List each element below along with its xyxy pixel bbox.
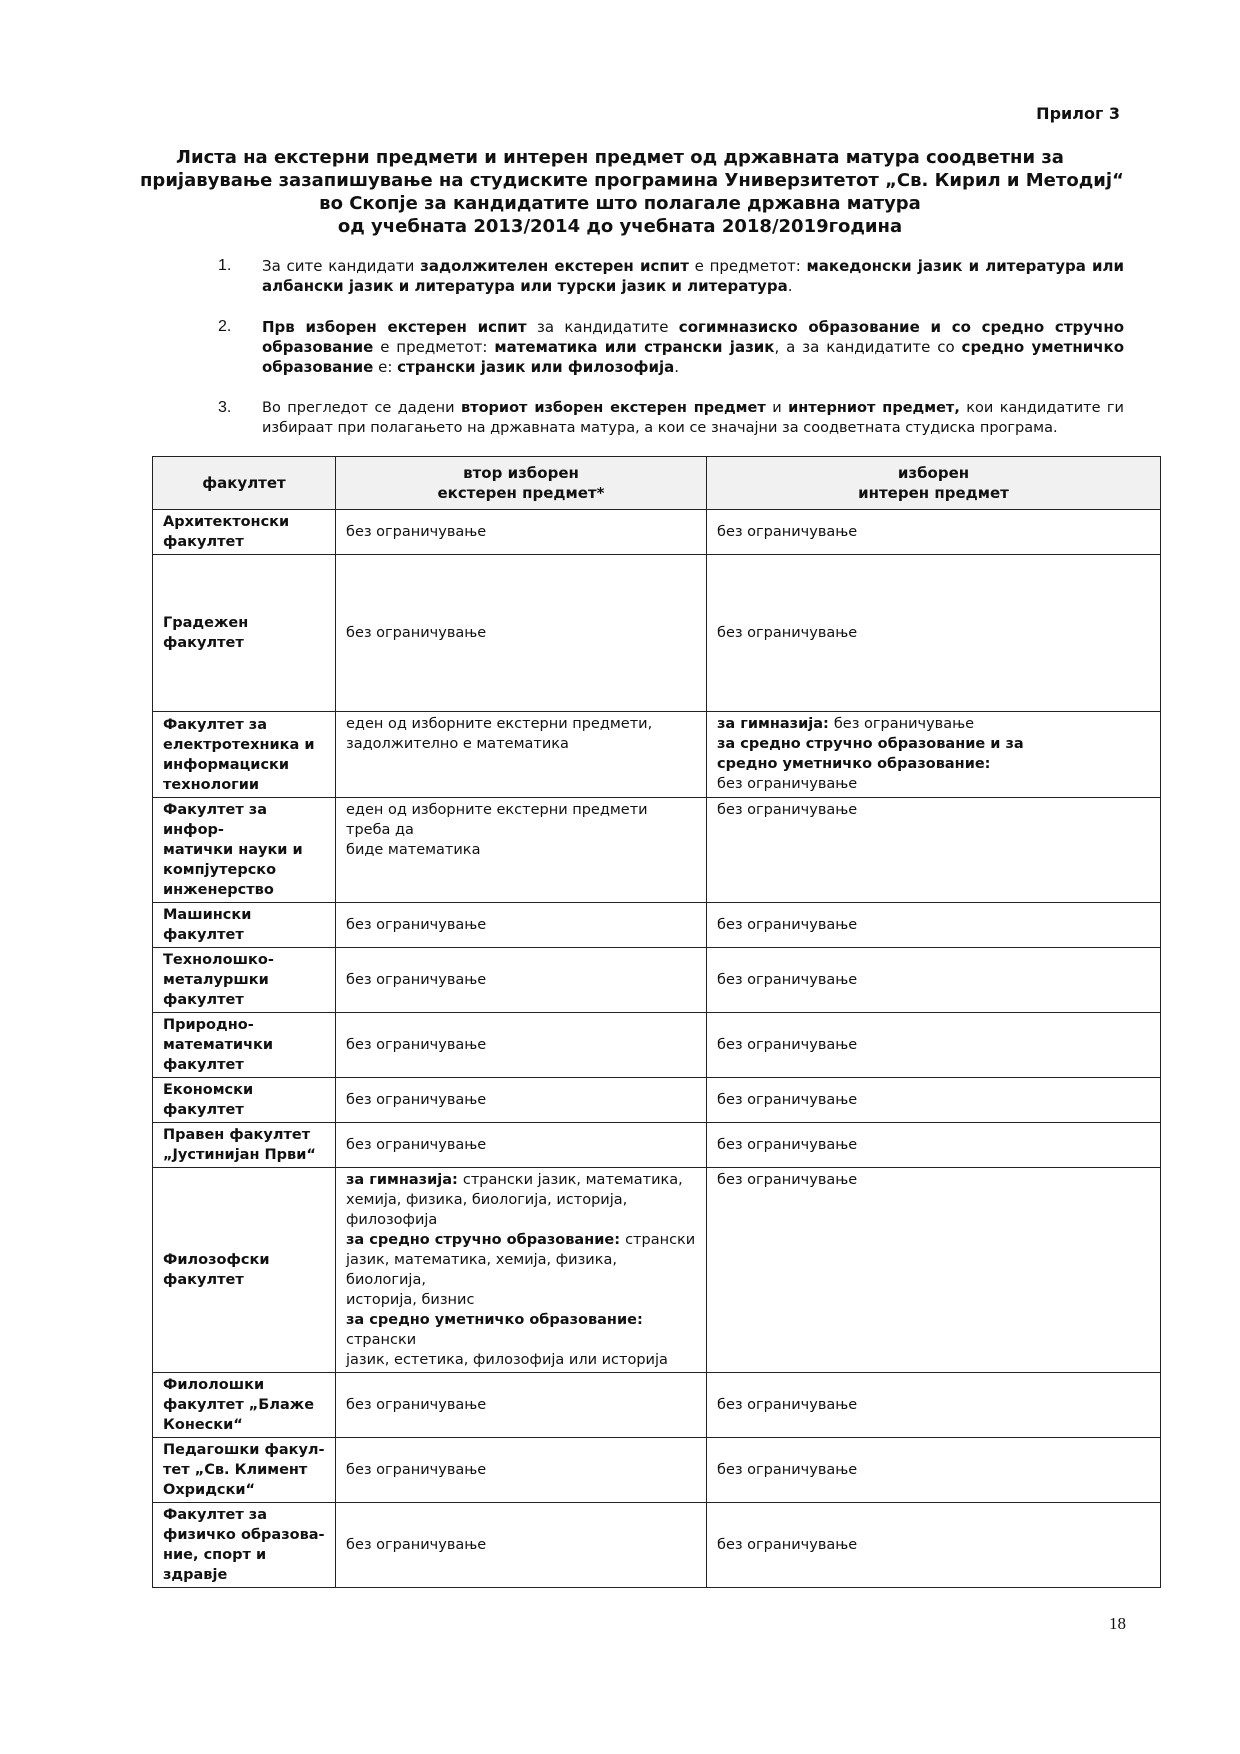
table-row bbox=[153, 1123, 1161, 1168]
faculty-table bbox=[152, 456, 1161, 1588]
annex-label: Прилог 3 bbox=[1036, 104, 1120, 123]
list-item-number: 3. bbox=[218, 399, 232, 416]
faculty-cell: Градежен факултет bbox=[153, 555, 336, 712]
faculty-cell: Педагошки факул- тет „Св. Климент Охридски“ bbox=[153, 1438, 336, 1503]
list-item-number: 1. bbox=[218, 257, 232, 274]
list-item bbox=[218, 256, 1124, 296]
table-row bbox=[153, 948, 1161, 1013]
faculty-cell: Машински факултет bbox=[153, 903, 336, 948]
internal-subject-cell: за гимназија: без ограничување за средно стручно образование и за средно уметничко образование: без ограничување bbox=[707, 712, 1161, 798]
external-subject-cell: без ограничување bbox=[336, 1123, 707, 1168]
faculty-cell: Филолошки факултет „Блаже Конески“ bbox=[153, 1373, 336, 1438]
external-subject-cell: без ограничување bbox=[336, 948, 707, 1013]
header-internal-subject: изборен интерен предмет bbox=[707, 457, 1161, 510]
page-number: 18 bbox=[1109, 1614, 1126, 1633]
internal-subject-cell: без ограничување bbox=[707, 1168, 1161, 1373]
external-subject-cell: без ограничување bbox=[336, 1373, 707, 1438]
table-row bbox=[153, 1438, 1161, 1503]
internal-subject-cell: без ограничување bbox=[707, 1373, 1161, 1438]
external-subject-cell: без ограничување bbox=[336, 555, 707, 712]
external-subject-cell: без ограничување bbox=[336, 903, 707, 948]
internal-subject-cell: без ограничување bbox=[707, 1123, 1161, 1168]
faculty-cell: Технолошко- металуршки факултет bbox=[153, 948, 336, 1013]
document-title bbox=[140, 146, 1124, 238]
list-item-number: 2. bbox=[218, 318, 232, 335]
table-row bbox=[153, 1373, 1161, 1438]
table-row bbox=[153, 798, 1161, 903]
table-row bbox=[153, 555, 1161, 712]
numbered-list bbox=[218, 256, 1124, 459]
header-faculty: факултет bbox=[153, 457, 336, 510]
table-row bbox=[153, 903, 1161, 948]
internal-subject-cell: без ограничување bbox=[707, 1078, 1161, 1123]
external-subject-cell: без ограничување bbox=[336, 1078, 707, 1123]
list-item bbox=[218, 317, 1124, 377]
title-line: во Скопје за кандидатите што полагале државна матура bbox=[319, 193, 921, 214]
internal-subject-cell: без ограничување bbox=[707, 1503, 1161, 1588]
table-row bbox=[153, 712, 1161, 798]
external-subject-cell: без ограничување bbox=[336, 510, 707, 555]
external-subject-cell: еден од изборните екстерни предмети, задолжително е математика bbox=[336, 712, 707, 798]
title-line: Листа на екстерни предмети и интерен предмет од државната матура соодветни за bbox=[176, 147, 1064, 168]
table-row bbox=[153, 1503, 1161, 1588]
external-subject-cell: без ограничување bbox=[336, 1013, 707, 1078]
faculty-cell: Природно- математички факултет bbox=[153, 1013, 336, 1078]
table-row bbox=[153, 1168, 1161, 1373]
external-subject-cell: без ограничување bbox=[336, 1438, 707, 1503]
table-header-row bbox=[153, 457, 1161, 510]
internal-subject-cell: без ограничување bbox=[707, 555, 1161, 712]
faculty-cell: Факултет за физичко образова- ние, спорт и здравје bbox=[153, 1503, 336, 1588]
faculty-cell: Филозофски факултет bbox=[153, 1168, 336, 1373]
faculty-cell: Факултет за инфор- матички науки и компјутерско инженерство bbox=[153, 798, 336, 903]
table-row bbox=[153, 1013, 1161, 1078]
internal-subject-cell: без ограничување bbox=[707, 948, 1161, 1013]
faculty-cell: Архитектонски факултет bbox=[153, 510, 336, 555]
internal-subject-cell: без ограничување bbox=[707, 1438, 1161, 1503]
list-item bbox=[218, 398, 1124, 438]
table-row bbox=[153, 510, 1161, 555]
external-subject-cell: без ограничување bbox=[336, 1503, 707, 1588]
list-item-text: Прв изборен екстерен испит за кандидатите согимназиско образование и со средно стручно образование е предметот: математика или странски јазик, а за кандидатите со средно уметничко образование е: странски јазик или филозофија. bbox=[262, 318, 1125, 376]
header-external-subject: втор изборен екстерен предмет* bbox=[336, 457, 707, 510]
faculty-cell: Правен факултет „Јустинијан Први“ bbox=[153, 1123, 336, 1168]
table-row bbox=[153, 1078, 1161, 1123]
faculty-cell: Економски факултет bbox=[153, 1078, 336, 1123]
title-line: од учебната 2013/2014 до учебната 2018/2019година bbox=[337, 216, 903, 237]
internal-subject-cell: без ограничување bbox=[707, 510, 1161, 555]
faculty-cell: Факултет за електротехника и информациски технологии bbox=[153, 712, 336, 798]
list-item-text: За сите кандидати задолжителен екстерен испит е предметот: македонски јазик и литература или албански јазик и литература или турски јазик и литература. bbox=[262, 257, 1125, 295]
external-subject-cell: за гимназија: странски јазик, математика, хемија, физика, биологија, историја, филозофија за средно стручно образование: странски јазик, математика, хемија, физика, биологија, историја, бизнис за средно уметничко образование: странски јазик, естетика, филозофија или историја bbox=[336, 1168, 707, 1373]
internal-subject-cell: без ограничување bbox=[707, 1013, 1161, 1078]
list-item-text: Во прегледот се дадени вториот изборен екстерен предмет и интерниот предмет, кои кандидатите ги избираат при полагањето на државната матура, а кои се значајни за соодветната студиска програма. bbox=[262, 400, 1124, 436]
title-line: пријавување зазапишување на студиските програмина Универзитетот „Св. Кирил и Методиј“ bbox=[140, 170, 1124, 191]
internal-subject-cell: без ограничување bbox=[707, 798, 1161, 903]
external-subject-cell: еден од изборните екстерни предмети треба да биде математика bbox=[336, 798, 707, 903]
internal-subject-cell: без ограничување bbox=[707, 903, 1161, 948]
